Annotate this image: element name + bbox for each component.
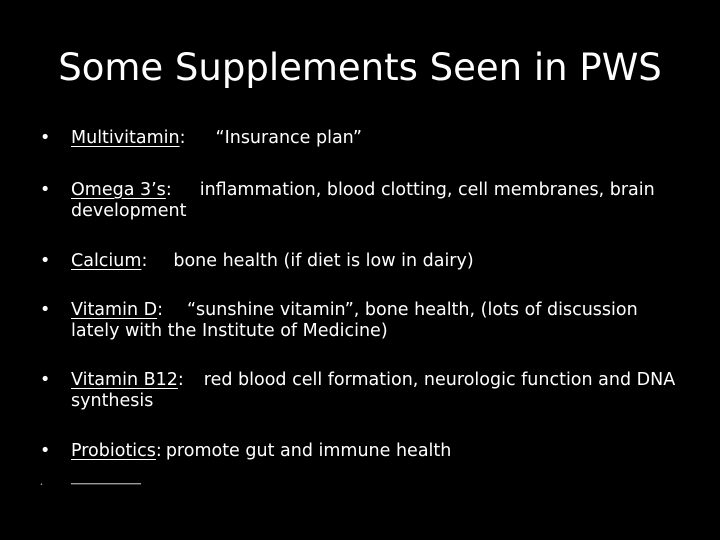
bullet-separator: : [165, 180, 172, 200]
bullet-description: bone health (if diet is low in dairy) [173, 251, 474, 271]
bullet-item-calcium [40, 251, 680, 272]
bullet-item-vitamin-d [40, 300, 680, 342]
bullet-description: “Insurance plan” [215, 128, 362, 148]
bullet-dot-icon: • [40, 180, 51, 200]
bullet-separator: : [179, 128, 186, 148]
bullet-separator: : [177, 370, 184, 390]
bullet-separator: : [141, 251, 148, 271]
bullet-dot-icon: • [40, 441, 51, 461]
bullet-term: Vitamin B12 [71, 370, 178, 390]
bullet-term: Probiotics [71, 441, 156, 461]
bullet-description: promote gut and immune health [165, 441, 452, 461]
bullet-term: Vitamin D [71, 300, 158, 320]
bullet-dot-icon: • [40, 482, 43, 488]
bullet-dot-icon: • [40, 251, 51, 271]
bullet-separator: : [155, 441, 162, 461]
bullet-term: Calcium [71, 251, 142, 271]
bullet-separator: : [157, 300, 163, 320]
bullet-item-multivitamin [40, 128, 680, 149]
bullet-term: Multivitamin [71, 128, 180, 148]
bullet-description: inflammation, blood clotting, cell membranes, brain development [71, 180, 655, 221]
bullet-dot-icon: • [40, 300, 51, 320]
bullet-description: red blood cell formation, neurologic function and DNA synthesis [71, 370, 676, 411]
bullet-item-probiotics [40, 441, 680, 462]
illegible-text-mark [71, 482, 141, 486]
tiny-bullet-placeholder [40, 482, 141, 487]
bullet-item-omega [40, 180, 680, 222]
bullet-dot-icon: • [40, 370, 51, 390]
bullet-term: Omega 3’s [71, 180, 166, 200]
bullet-dot-icon: • [40, 128, 51, 148]
slide-title: Some Supplements Seen in PWS [58, 46, 662, 89]
bullet-description: “sunshine vitamin”, bone health, (lots of discussion lately with the Institute of Medicine) [71, 300, 638, 341]
bullet-item-vitamin-b12 [40, 370, 680, 412]
